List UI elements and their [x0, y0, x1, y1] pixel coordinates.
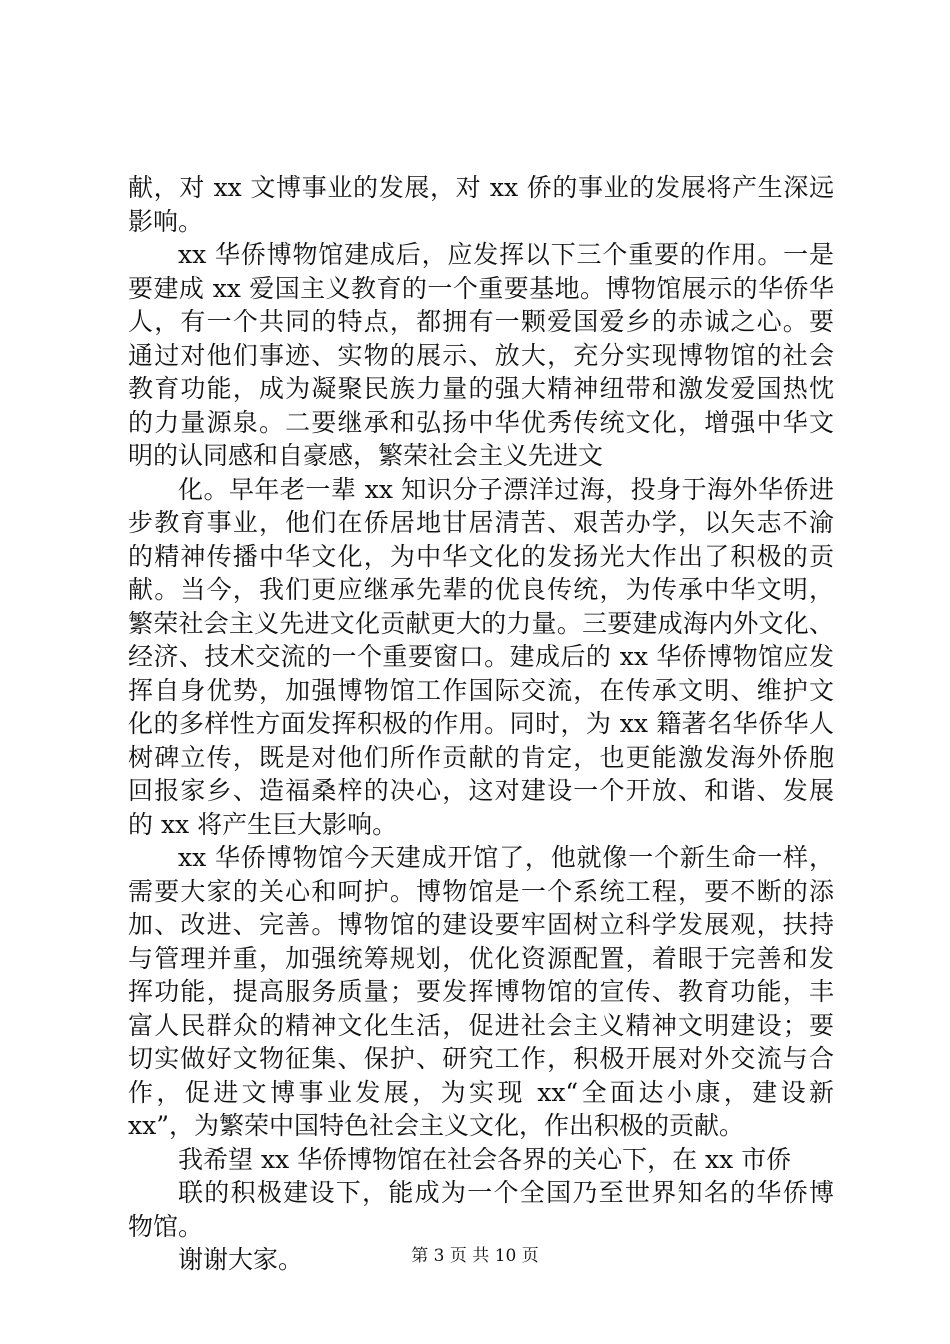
text-line: 化。早年老一辈 xx 知识分子漂洋过海，投身于海外华侨进 [178, 474, 834, 504]
text-line: 物馆。 [128, 1211, 204, 1241]
text-line: 与管理并重，加强统筹规划，优化资源配置，着眼于完善和发 [128, 943, 834, 973]
text-line: 我希望 xx 华侨博物馆在社会各界的关心下，在 xx 市侨 [178, 1144, 792, 1174]
text-line: 繁荣社会主义先进文化贡献更大的力量。三要建成海内外文化、 [128, 608, 834, 638]
text-line: 明的认同感和自豪感，繁荣社会主义先进文 [128, 441, 604, 470]
text-line: 影响。 [128, 206, 204, 236]
text-line: 的精神传播中华文化，为中华文化的发扬光大作出了积极的贡 [128, 541, 834, 571]
text-line: 谢谢大家。 [178, 1245, 304, 1274]
text-line: 需要大家的关心和呵护。博物馆是一个系统工程，要不断的添 [128, 876, 834, 906]
text-line: xx 华侨博物馆建成后，应发挥以下三个重要的作用。一是 [178, 240, 834, 269]
text-line: 的 xx 将产生巨大影响。 [128, 809, 398, 839]
text-line: xx”，为繁荣中国特色社会主义文化，作出积极的贡献。 [128, 1111, 744, 1140]
text-line: 作，促进文博事业发展，为实现 xx“全面达小康，建设新 [128, 1077, 834, 1107]
text-line: 步教育事业，他们在侨居地甘居清苦、艰苦办学，以矢志不渝 [128, 508, 834, 537]
text-line: 献，对 xx 文博事业的发展，对 xx 侨的事业的发展将产生深远 [128, 173, 834, 202]
text-line: 挥自身优势，加强博物馆工作国际交流，在传承文明、维护文 [128, 675, 834, 705]
text-line: 联的积极建设下，能成为一个全国乃至世界知名的华侨博 [178, 1178, 834, 1207]
text-line: xx 华侨博物馆今天建成开馆了，他就像一个新生命一样， [178, 843, 834, 872]
text-line: 的力量源泉。二要继承和弘扬中华优秀传统文化，增强中华文 [128, 407, 834, 437]
text-line: 树碑立传，既是对他们所作贡献的肯定，也更能激发海外侨胞 [128, 742, 834, 772]
text-line: 化的多样性方面发挥积极的作用。同时，为 xx 籍著名华侨华人 [128, 709, 834, 738]
text-line: 回报家乡、造福桑梓的决心，这对建设一个开放、和谐、发展 [128, 776, 834, 805]
text-line: 富人民群众的精神文化生活，促进社会主义精神文明建设；要 [128, 1010, 834, 1040]
page-number-footer: 第 3 页 共 10 页 [411, 1246, 539, 1266]
text-line: 挥功能，提高服务质量；要发挥博物馆的宣传、教育功能，丰 [128, 977, 834, 1006]
document-body [128, 171, 834, 1277]
text-line: 通过对他们事迹、实物的展示、放大，充分实现博物馆的社会 [128, 340, 834, 370]
text-line: 教育功能，成为凝聚民族力量的强大精神纽带和激发爱国热忱 [128, 374, 834, 403]
text-line: 要建成 xx 爱国主义教育的一个重要基地。博物馆展示的华侨华 [128, 273, 834, 303]
text-line: 加、改进、完善。博物馆的建设要牢固树立科学发展观，扶持 [128, 910, 834, 939]
text-line: 切实做好文物征集、保护、研究工作，积极开展对外交流与合 [128, 1044, 834, 1073]
text-line: 人，有一个共同的特点，都拥有一颗爱国爱乡的赤诚之心。要 [128, 307, 834, 336]
text-line: 经济、技术交流的一个重要窗口。建成后的 xx 华侨博物馆应发 [128, 642, 834, 671]
text-line: 献。当今，我们更应继承先辈的优良传统，为传承中华文明， [128, 575, 834, 604]
